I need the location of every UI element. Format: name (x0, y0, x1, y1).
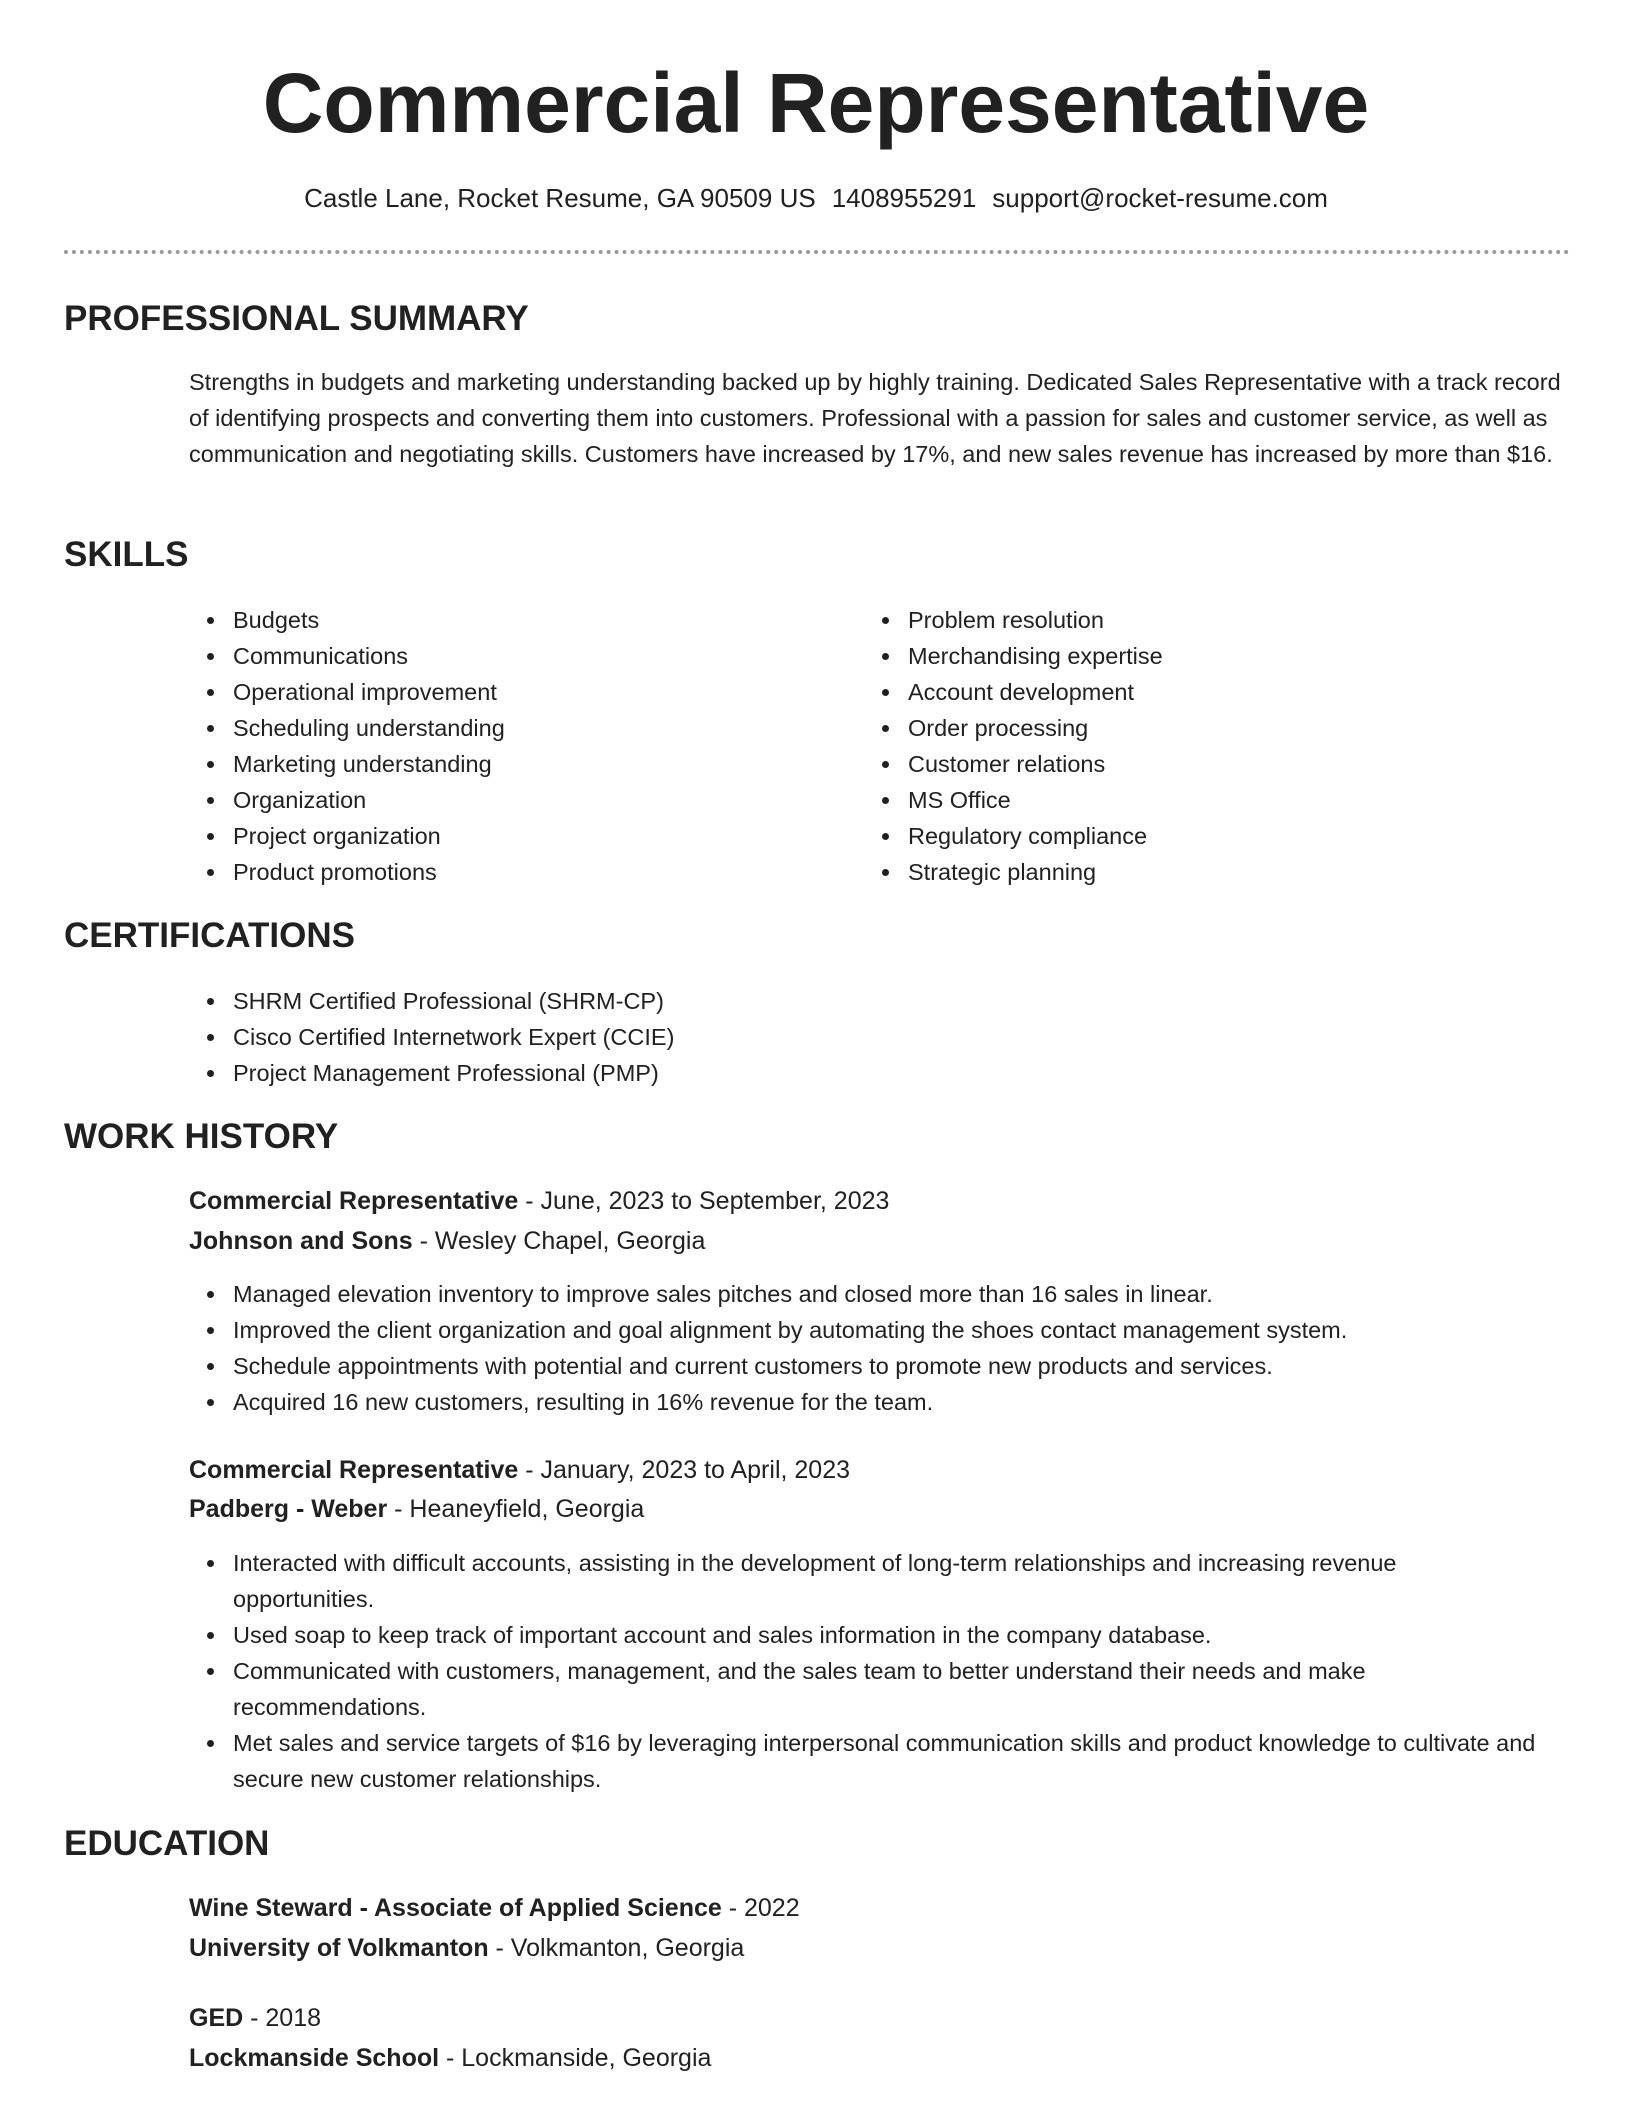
header-divider (64, 250, 1570, 254)
job-dates: - June, 2023 to September, 2023 (518, 1187, 890, 1215)
job-title-line (189, 1183, 889, 1219)
skill-item: MS Office (864, 782, 1504, 818)
job-bullet: Communicated with customers, management, and the sales team to better understand their needs and make recommendations. (189, 1653, 1539, 1725)
skill-item: Organization (189, 782, 829, 818)
job-dates: - January, 2023 to April, 2023 (518, 1456, 851, 1484)
skill-item: Scheduling understanding (189, 710, 829, 746)
skills-list-left (189, 602, 829, 890)
job-bullet: Interacted with difficult accounts, assisting in the development of long-term relationships and increasing revenue opportunities. (189, 1545, 1539, 1617)
summary-heading: PROFESSIONAL SUMMARY (64, 299, 529, 338)
job-location: - Wesley Chapel, Georgia (412, 1227, 706, 1255)
certifications-list (189, 983, 1569, 1091)
certification-item: SHRM Certified Professional (SHRM-CP) (189, 983, 1569, 1019)
job-company-line (189, 1223, 705, 1259)
skill-item: Merchandising expertise (864, 638, 1504, 674)
skill-item: Project organization (189, 818, 829, 854)
education-heading: EDUCATION (64, 1824, 270, 1863)
job-title-line (189, 1452, 850, 1488)
skill-item: Customer relations (864, 746, 1504, 782)
skills-heading: SKILLS (64, 535, 189, 574)
job-bullet: Improved the client organization and goal alignment by automating the shoes contact management system. (189, 1312, 1569, 1348)
job-role: Commercial Representative (189, 1456, 519, 1484)
address: Castle Lane, Rocket Resume, GA 90509 US (304, 183, 816, 213)
job-bullet: Met sales and service targets of $16 by leveraging interpersonal communication skills and product knowledge to cultivate and secure new customer relationships. (189, 1725, 1539, 1797)
education-school-line (189, 2040, 711, 2076)
skill-item: Communications (189, 638, 829, 674)
education-degree-line (189, 1890, 800, 1926)
education-school-line (189, 1930, 744, 1966)
phone: 1408955291 (831, 183, 977, 213)
skill-item: Problem resolution (864, 602, 1504, 638)
degree-year: - 2018 (243, 2004, 322, 2032)
summary-text: Strengths in budgets and marketing understanding backed up by highly training. Dedicated Sales Representative with a track record of identifying prospects and converting them into customers. Professional with a passion for sales and customer service, as well as communication and negotiating skills. Customers have increased by 17%, and new sales revenue has increased by more than $16. (189, 369, 1561, 467)
skill-item: Order processing (864, 710, 1504, 746)
job-bullet: Acquired 16 new customers, resulting in 16% revenue for the team. (189, 1384, 1569, 1420)
email: support@rocket-resume.com (992, 183, 1328, 213)
job-bullet: Used soap to keep track of important account and sales information in the company database. (189, 1617, 1539, 1653)
certifications-heading: CERTIFICATIONS (64, 916, 356, 955)
job-bullets (189, 1276, 1569, 1420)
job-company: Padberg - Weber (189, 1495, 388, 1523)
skills-list-right (864, 602, 1504, 890)
skill-item: Budgets (189, 602, 829, 638)
job-role: Commercial Representative (189, 1187, 519, 1215)
skill-item: Regulatory compliance (864, 818, 1504, 854)
job-bullet: Schedule appointments with potential and current customers to promote new products and services. (189, 1348, 1569, 1384)
education-degree-line (189, 2000, 321, 2036)
school-location: - Volkmanton, Georgia (488, 1934, 745, 1962)
job-location: - Heaneyfield, Georgia (387, 1495, 645, 1523)
candidate-name: Commercial Representative (262, 56, 1370, 150)
skill-item: Account development (864, 674, 1504, 710)
work-history-heading: WORK HISTORY (64, 1117, 339, 1156)
job-bullet: Managed elevation inventory to improve sales pitches and closed more than 16 sales in linear. (189, 1276, 1569, 1312)
degree-year: - 2022 (721, 1894, 800, 1922)
school-location: - Lockmanside, Georgia (439, 2044, 712, 2072)
school: Lockmanside School (189, 2044, 440, 2072)
degree: Wine Steward - Associate of Applied Science (189, 1894, 722, 1922)
school: University of Volkmanton (189, 1934, 489, 1962)
skill-item: Strategic planning (864, 854, 1504, 890)
skill-item: Product promotions (189, 854, 829, 890)
skill-item: Operational improvement (189, 674, 829, 710)
contact-line (0, 180, 1632, 216)
job-bullets (189, 1545, 1539, 1797)
certification-item: Project Management Professional (PMP) (189, 1055, 1569, 1091)
degree: GED (189, 2004, 244, 2032)
certification-item: Cisco Certified Internetwork Expert (CCIE) (189, 1019, 1569, 1055)
job-company-line (189, 1491, 644, 1527)
skill-item: Marketing understanding (189, 746, 829, 782)
job-company: Johnson and Sons (189, 1227, 413, 1255)
